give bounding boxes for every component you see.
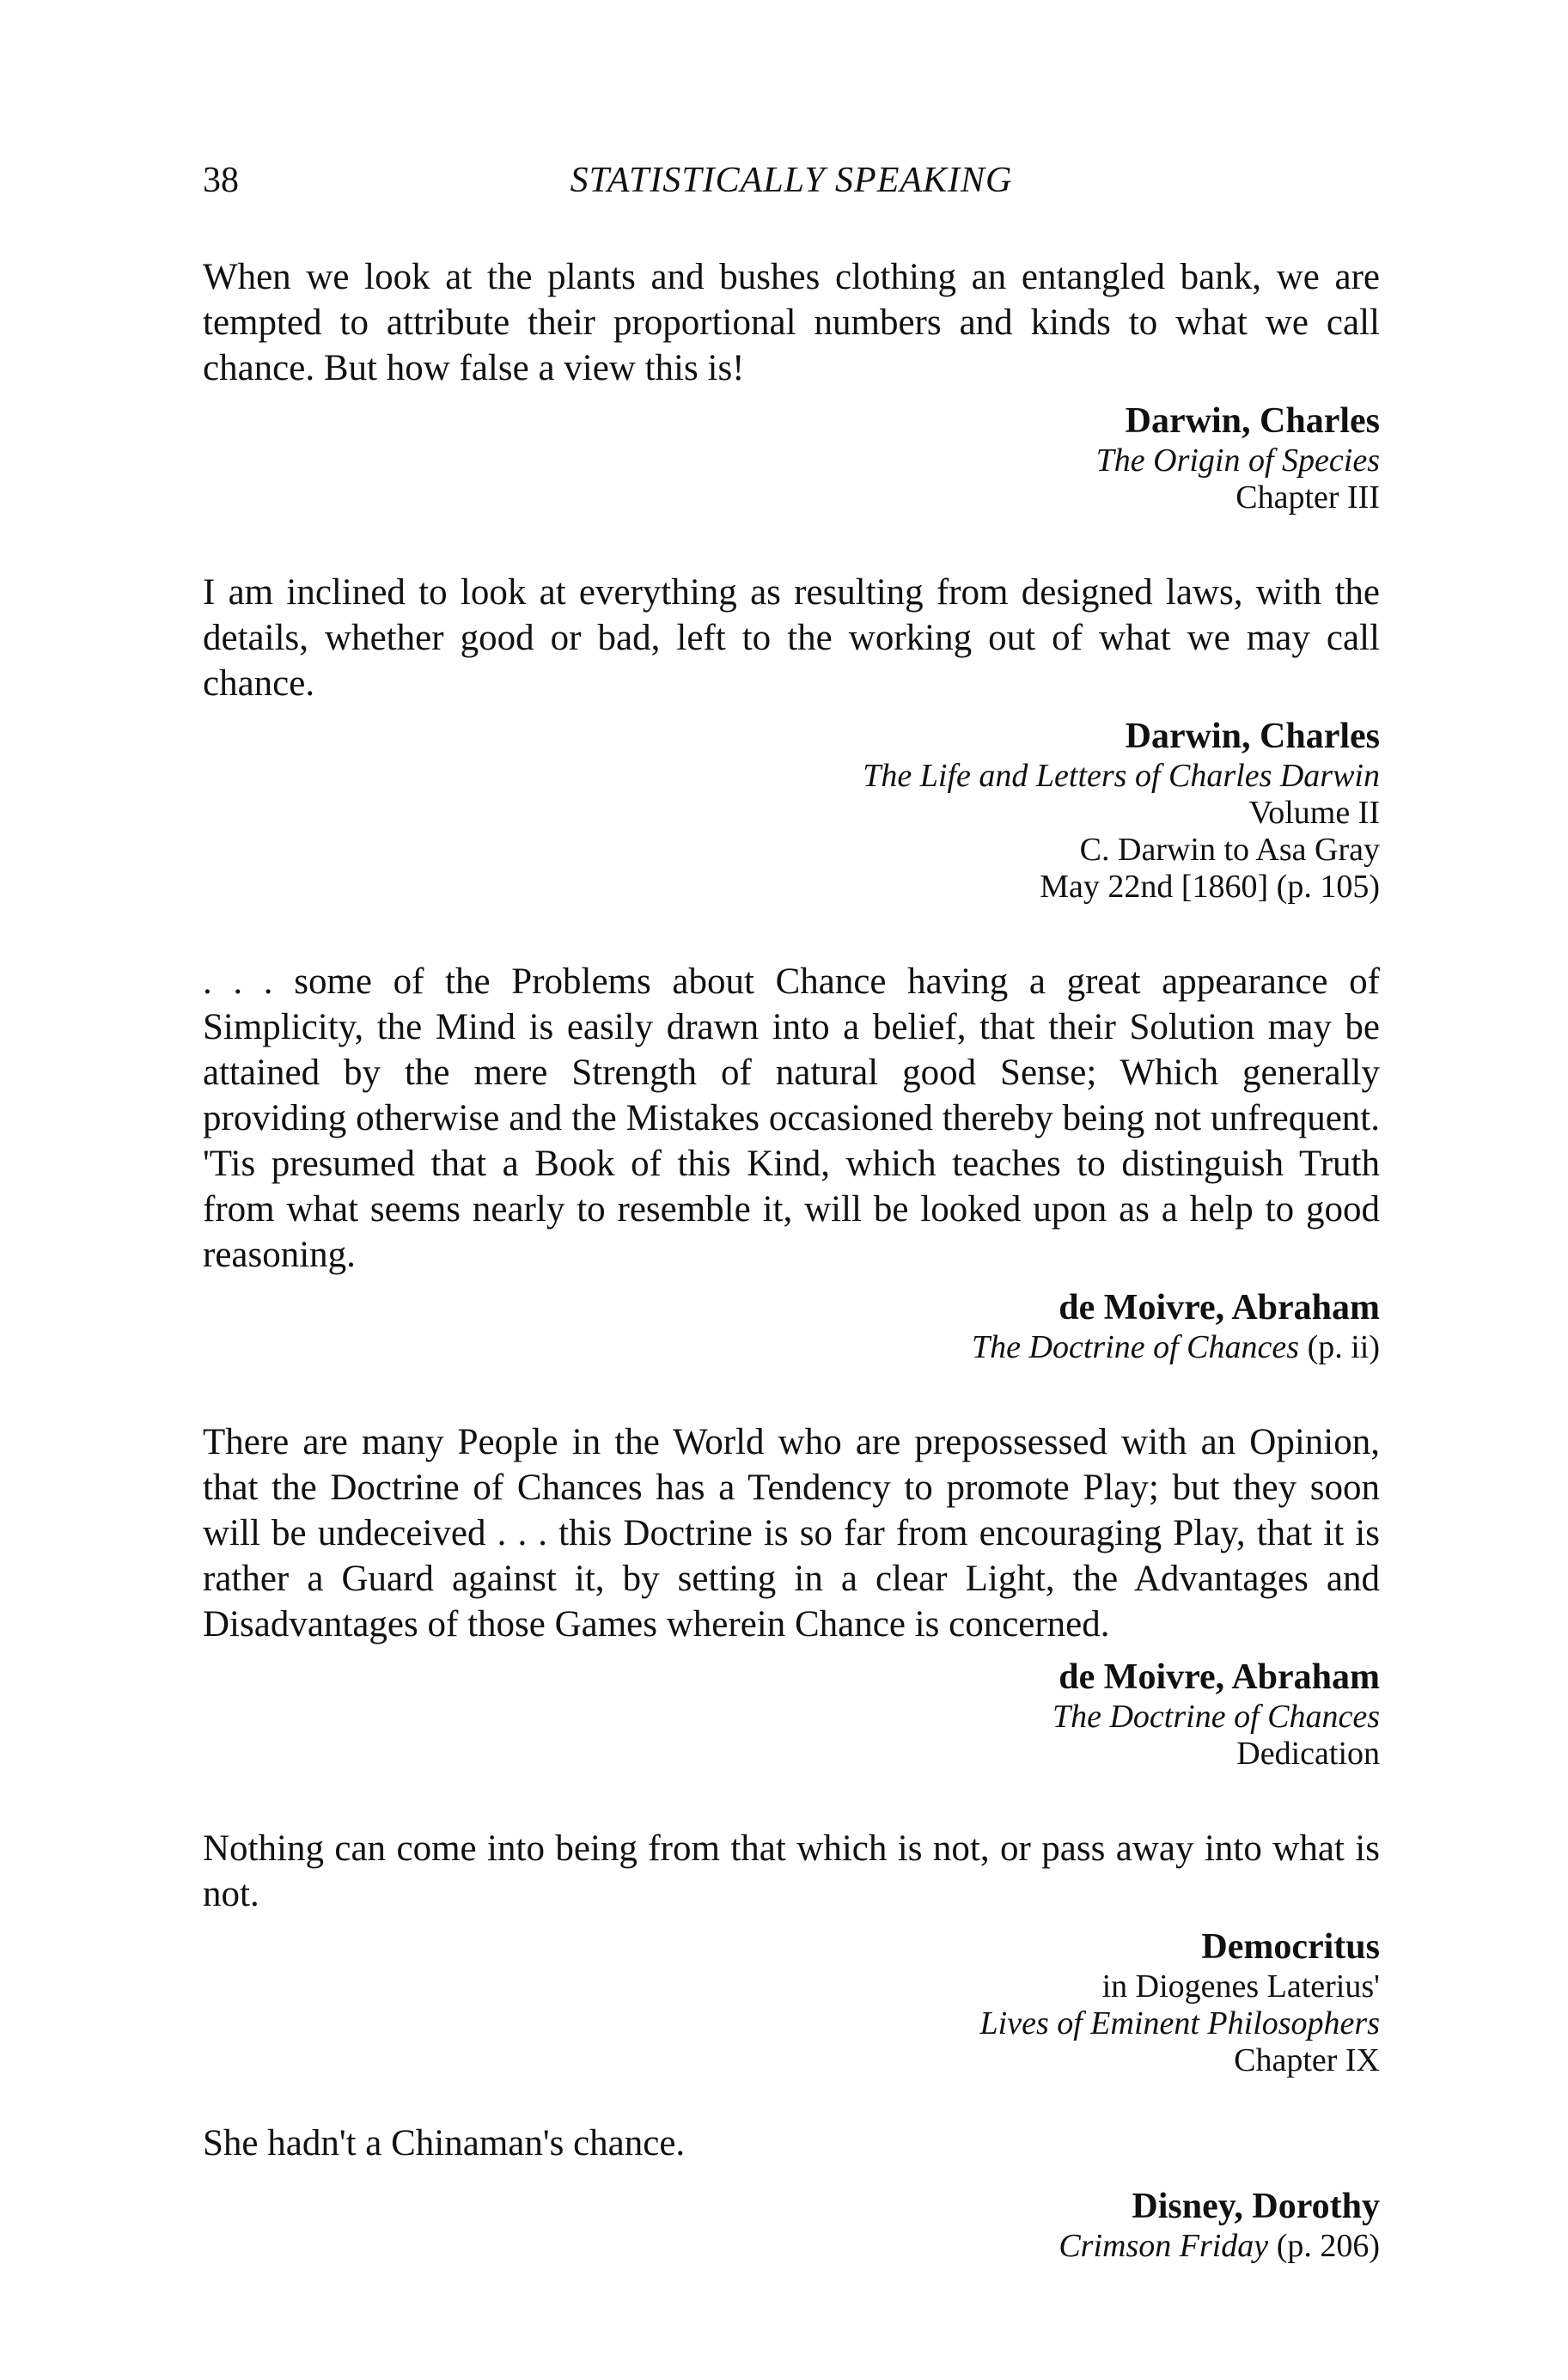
quotation-entry <box>203 2121 1380 2265</box>
citation <box>203 1656 1380 1773</box>
citation-work: The Life and Letters of Charles Darwin <box>863 758 1380 794</box>
citation <box>203 400 1380 516</box>
citation-work: The Origin of Species <box>1095 442 1380 479</box>
page-number: 38 <box>203 161 239 200</box>
citation-author: Darwin, Charles <box>1125 717 1380 756</box>
citation-detail: Volume II <box>1248 795 1380 831</box>
quotation-entry <box>203 1419 1380 1773</box>
quotation-text: There are many People in the World who are prepossessed with an Opinion, that the Doctrine of Chances has a Tendency to promote Play; but they soon will be undeceived . . . this Doctrine is so far from encouraging Play, that it is rather a Guard against it, by setting in a clear Light, the Advantages and Disadvantages of those Games wherein Chance is concerned. <box>203 1422 1380 1645</box>
quotation-text: Nothing can come into being from that which is not, or pass away into what is not. <box>203 1828 1380 1914</box>
citation-author: Disney, Dorothy <box>1132 2187 1380 2226</box>
citation-author: Darwin, Charles <box>1125 401 1380 441</box>
citation-page: (p. ii) <box>1299 1329 1380 1365</box>
quotation-text: When we look at the plants and bushes clothing an entangled bank, we are tempted to attribute their proportional numbers and kinds to what we call chance. But how false a view this is! <box>203 257 1380 388</box>
running-title: STATISTICALLY SPEAKING <box>570 161 1013 200</box>
page-header <box>203 160 1380 211</box>
quotation-entry <box>203 959 1380 1366</box>
quotation-entry <box>203 254 1380 516</box>
citation-work: The Doctrine of Chances <box>972 1329 1300 1365</box>
citation <box>203 1286 1380 1366</box>
citation-detail: Chapter IX <box>1234 2042 1380 2078</box>
citation-source-intro: in Diogenes Laterius' <box>1101 1968 1380 2005</box>
quotation-list <box>203 254 1380 2318</box>
citation <box>203 2185 1380 2265</box>
citation-work-line <box>203 2228 1380 2265</box>
citation-author: Democritus <box>1201 1927 1380 1967</box>
citation-work: Crimson Friday <box>1059 2228 1269 2264</box>
citation-detail: C. Darwin to Asa Gray <box>1079 832 1380 868</box>
citation <box>203 715 1380 906</box>
citation-work: The Doctrine of Chances <box>1052 1699 1380 1735</box>
quotation-text: . . . some of the Problems about Chance having a great appearance of Simplicity, the Mind is easily drawn into a belief, that their Solution may be attained by the mere Strength of natural good Sense; Which generally providing otherwise and the Mistakes occasioned thereby being not unfrequent. 'Tis presumed that a Book of this Kind, which teaches to distinguish Truth from what seems nearly to resemble it, will be looked upon as a help to good reasoning. <box>203 961 1380 1275</box>
citation-detail: Dedication <box>1236 1736 1380 1772</box>
citation-detail: Chapter III <box>1235 479 1380 516</box>
quotation-text: I am inclined to look at everything as resulting from designed laws, with the details, whether good or bad, left to the working out of what we may call chance. <box>203 572 1380 704</box>
citation-work: Lives of Eminent Philosophers <box>979 2005 1380 2041</box>
citation <box>203 1925 1380 2079</box>
quotation-entry <box>203 570 1380 906</box>
citation-page: (p. 206) <box>1268 2228 1380 2264</box>
citation-author: de Moivre, Abraham <box>1059 1288 1380 1327</box>
citation-work-line <box>203 1329 1380 1366</box>
quotation-text: She hadn't a Chinaman's chance. <box>203 2123 686 2163</box>
citation-author: de Moivre, Abraham <box>1059 1657 1380 1697</box>
citation-detail: May 22nd [1860] (p. 105) <box>1040 869 1380 905</box>
quotation-entry <box>203 1826 1380 2079</box>
